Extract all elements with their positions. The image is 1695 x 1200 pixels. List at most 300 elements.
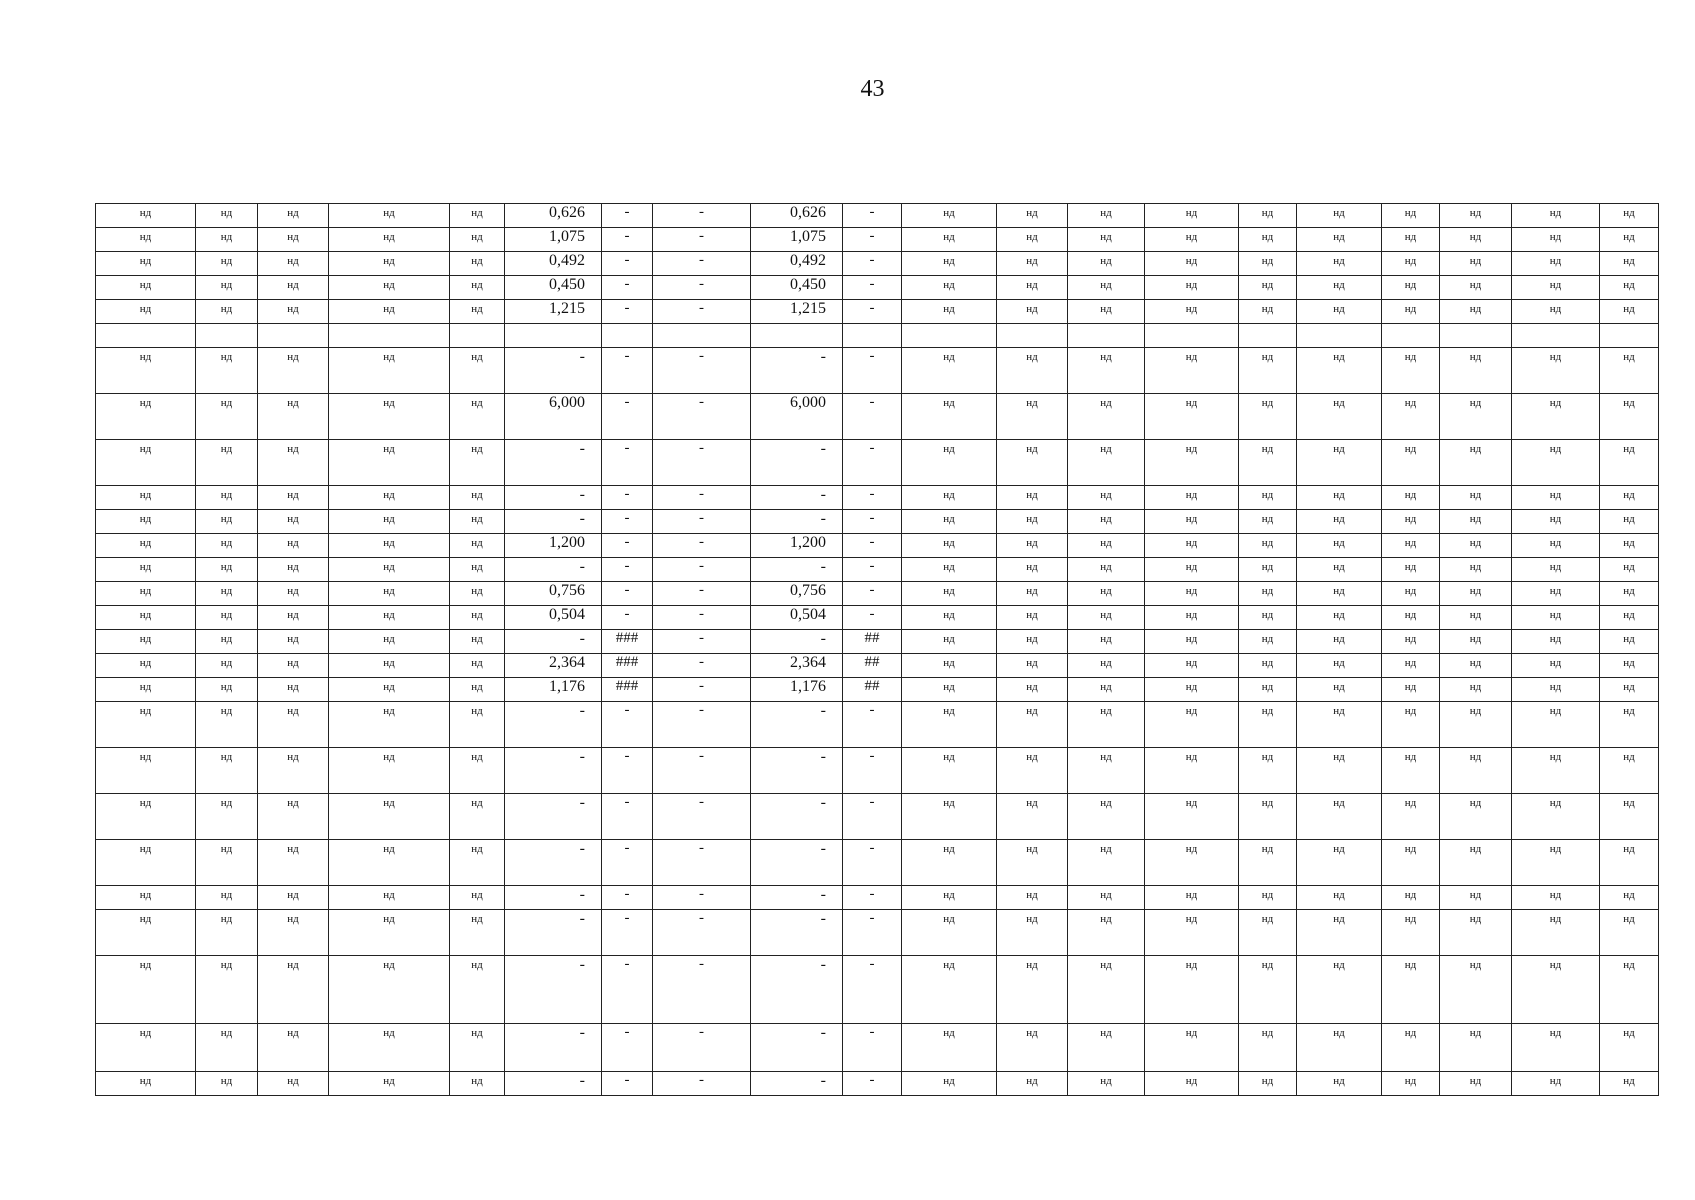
cell-value: нд — [1549, 585, 1562, 597]
table-cell — [1239, 910, 1297, 956]
cell-value: нд — [1026, 489, 1038, 501]
table-cell — [843, 886, 902, 910]
table-cell — [902, 582, 997, 606]
table-row — [96, 558, 1659, 582]
table-cell — [843, 1072, 902, 1096]
table-cell — [1145, 1072, 1239, 1096]
cell-value: нд — [1333, 959, 1345, 971]
cell-value: нд — [943, 959, 955, 971]
cell-value: - — [579, 794, 585, 811]
cell-value: нд — [1469, 751, 1482, 763]
cell-value: нд — [1623, 397, 1635, 409]
cell-value: - — [699, 606, 704, 622]
cell-value: нд — [287, 959, 299, 971]
table-cell — [1145, 486, 1239, 510]
cell-value: нд — [943, 705, 955, 717]
table-cell — [1600, 794, 1659, 840]
table-cell — [1239, 1024, 1297, 1072]
table-cell — [505, 606, 602, 630]
table-cell — [1382, 606, 1440, 630]
cell-value: нд — [139, 913, 152, 925]
table-cell — [843, 956, 902, 1024]
table-cell — [1068, 440, 1145, 486]
cell-value: нд — [1026, 913, 1038, 925]
cell-value: нд — [139, 889, 152, 901]
table-cell — [1239, 534, 1297, 558]
table-cell — [505, 886, 602, 910]
table-cell — [1297, 1024, 1382, 1072]
cell-value: нд — [1026, 513, 1038, 525]
table-cell — [602, 606, 653, 630]
cell-value: нд — [1261, 797, 1274, 809]
table-cell — [1600, 204, 1659, 228]
cell-value: нд — [1185, 1075, 1198, 1087]
table-cell — [602, 678, 653, 702]
cell-value: нд — [1333, 797, 1345, 809]
table-cell — [258, 910, 329, 956]
table-cell — [1239, 582, 1297, 606]
table-cell — [843, 582, 902, 606]
cell-value: - — [869, 886, 875, 902]
table-cell — [1600, 558, 1659, 582]
table-cell — [902, 630, 997, 654]
cell-value: нд — [1185, 843, 1198, 855]
cell-value: нд — [383, 351, 395, 363]
table-cell — [1239, 702, 1297, 748]
table-cell — [997, 204, 1068, 228]
cell-value: нд — [943, 303, 955, 315]
cell-value: нд — [1333, 1027, 1345, 1039]
table-cell — [196, 630, 258, 654]
table-cell — [1145, 630, 1239, 654]
table-cell — [329, 324, 450, 348]
table-cell — [751, 606, 843, 630]
cell-value: нд — [220, 633, 233, 645]
table-cell — [751, 534, 843, 558]
cell-value: нд — [471, 705, 483, 717]
table-cell — [751, 228, 843, 252]
cell-value: нд — [220, 889, 233, 901]
table-cell — [1600, 840, 1659, 886]
table-cell — [1145, 204, 1239, 228]
table-cell — [997, 678, 1068, 702]
cell-value: нд — [1469, 513, 1482, 525]
cell-value: нд — [1185, 913, 1198, 925]
cell-value: нд — [1404, 681, 1417, 693]
table-cell — [329, 558, 450, 582]
cell-value: нд — [139, 255, 152, 267]
cell-value: нд — [1261, 279, 1274, 291]
table-cell — [505, 582, 602, 606]
cell-value: нд — [383, 705, 395, 717]
cell-value: - — [579, 956, 585, 973]
cell-value: нд — [1469, 279, 1482, 291]
table-cell — [902, 1024, 997, 1072]
table-cell — [902, 702, 997, 748]
cell-value: - — [579, 510, 585, 527]
cell-value: - — [820, 440, 826, 457]
table-cell — [653, 702, 751, 748]
cell-value: нд — [1026, 959, 1038, 971]
table-cell — [602, 276, 653, 300]
cell-value: нд — [1469, 843, 1482, 855]
table-cell — [902, 228, 997, 252]
table-row — [96, 748, 1659, 794]
cell-value: нд — [1404, 513, 1417, 525]
cell-value: нд — [383, 681, 395, 693]
data-table — [95, 203, 1659, 1096]
table-cell — [1239, 678, 1297, 702]
table-cell — [505, 324, 602, 348]
cell-value: - — [624, 510, 630, 526]
table-cell — [1145, 558, 1239, 582]
cell-value: нд — [1623, 751, 1635, 763]
table-cell — [602, 630, 653, 654]
table-cell — [1068, 558, 1145, 582]
cell-value: нд — [1404, 705, 1417, 717]
table-cell — [505, 252, 602, 276]
table-cell — [653, 558, 751, 582]
table-cell — [450, 558, 505, 582]
table-row — [96, 1024, 1659, 1072]
cell-value: нд — [1100, 207, 1112, 219]
table-cell — [1239, 840, 1297, 886]
cell-value: нд — [1623, 231, 1635, 243]
cell-value: нд — [943, 585, 955, 597]
cell-value: нд — [1185, 303, 1198, 315]
cell-value: нд — [287, 889, 299, 901]
table-cell — [1068, 228, 1145, 252]
table-cell — [602, 956, 653, 1024]
table-cell — [997, 486, 1068, 510]
cell-value: нд — [1185, 231, 1198, 243]
cell-value: нд — [1549, 843, 1562, 855]
table-cell — [1440, 748, 1512, 794]
cell-value: нд — [1333, 705, 1345, 717]
table-cell — [505, 348, 602, 394]
table-cell — [196, 1072, 258, 1096]
cell-value: нд — [1333, 633, 1345, 645]
table-cell — [1068, 486, 1145, 510]
table-cell — [450, 228, 505, 252]
cell-value: - — [869, 558, 875, 574]
table-cell — [1239, 558, 1297, 582]
table-cell — [1297, 606, 1382, 630]
cell-value: нд — [1469, 585, 1482, 597]
cell-value: нд — [1333, 681, 1345, 693]
table-row — [96, 886, 1659, 910]
cell-value: нд — [383, 255, 395, 267]
cell-value: - — [869, 794, 875, 810]
table-cell — [329, 794, 450, 840]
cell-value: нд — [471, 585, 483, 597]
table-cell — [902, 204, 997, 228]
cell-value: нд — [139, 489, 152, 501]
cell-value: нд — [1100, 397, 1112, 409]
table-row — [96, 794, 1659, 840]
table-cell — [1068, 510, 1145, 534]
table-cell — [843, 606, 902, 630]
cell-value: нд — [1185, 751, 1198, 763]
cell-value: нд — [1185, 705, 1198, 717]
cell-value: - — [699, 702, 704, 718]
table-cell — [329, 840, 450, 886]
cell-value: нд — [1333, 231, 1345, 243]
cell-value: нд — [139, 1075, 152, 1087]
table-cell — [505, 534, 602, 558]
cell-value: - — [820, 886, 826, 903]
table-cell — [1145, 534, 1239, 558]
table-cell — [751, 440, 843, 486]
cell-value: нд — [1623, 443, 1635, 455]
cell-value: нд — [1100, 959, 1112, 971]
cell-value: нд — [1549, 959, 1562, 971]
table-cell — [258, 276, 329, 300]
cell-value: нд — [1469, 443, 1482, 455]
cell-value: - — [869, 486, 875, 502]
table-cell — [602, 558, 653, 582]
cell-value: нд — [1549, 797, 1562, 809]
cell-value: нд — [471, 657, 483, 669]
table-cell — [1440, 582, 1512, 606]
table-cell — [96, 534, 196, 558]
table-cell — [997, 654, 1068, 678]
cell-value: нд — [139, 657, 152, 669]
table-row — [96, 348, 1659, 394]
cell-value: - — [869, 348, 875, 364]
table-cell — [1512, 252, 1600, 276]
cell-value: нд — [1261, 207, 1274, 219]
table-cell — [450, 440, 505, 486]
cell-value: нд — [1623, 279, 1635, 291]
cell-value: - — [869, 510, 875, 526]
table-cell — [1600, 276, 1659, 300]
cell-value: - — [579, 910, 585, 927]
cell-value: нд — [943, 797, 955, 809]
table-cell — [997, 606, 1068, 630]
table-cell — [1382, 558, 1440, 582]
cell-value: нд — [943, 913, 955, 925]
table-cell — [450, 794, 505, 840]
table-cell — [96, 1072, 196, 1096]
table-cell — [96, 582, 196, 606]
cell-value: нд — [1623, 843, 1635, 855]
table-row — [96, 1072, 1659, 1096]
cell-value: нд — [220, 537, 233, 549]
cell-value: нд — [139, 443, 152, 455]
cell-value: нд — [1404, 959, 1417, 971]
table-cell — [1382, 486, 1440, 510]
cell-value: нд — [943, 843, 955, 855]
table-cell — [602, 394, 653, 440]
cell-value: 0,492 — [549, 252, 585, 269]
table-cell — [1145, 956, 1239, 1024]
table-cell — [450, 748, 505, 794]
table-cell — [329, 510, 450, 534]
cell-value: нд — [1549, 207, 1562, 219]
table-cell — [902, 840, 997, 886]
cell-value: - — [579, 1024, 585, 1041]
table-cell — [329, 1072, 450, 1096]
cell-value: нд — [1549, 443, 1562, 455]
cell-value: нд — [1026, 843, 1038, 855]
table-cell — [1382, 440, 1440, 486]
table-cell — [843, 394, 902, 440]
cell-value: нд — [1333, 657, 1345, 669]
table-cell — [602, 840, 653, 886]
cell-value: нд — [1549, 231, 1562, 243]
table-row — [96, 276, 1659, 300]
table-cell — [329, 886, 450, 910]
cell-value: нд — [383, 207, 395, 219]
table-cell — [1068, 794, 1145, 840]
table-cell — [1440, 630, 1512, 654]
table-cell — [751, 840, 843, 886]
cell-value: нд — [1100, 443, 1112, 455]
cell-value: нд — [471, 1075, 483, 1087]
table-cell — [1382, 300, 1440, 324]
table-row — [96, 228, 1659, 252]
cell-value: - — [820, 510, 826, 527]
cell-value: нд — [1333, 489, 1345, 501]
table-cell — [1440, 252, 1512, 276]
cell-value: - — [699, 748, 704, 764]
cell-value: нд — [1404, 231, 1417, 243]
cell-value: нд — [1333, 303, 1345, 315]
cell-value: нд — [139, 705, 152, 717]
table-cell — [1145, 252, 1239, 276]
cell-value: 0,626 — [790, 204, 826, 221]
cell-value: нд — [383, 231, 395, 243]
cell-value: нд — [139, 207, 152, 219]
cell-value: - — [820, 1072, 826, 1089]
table-cell — [96, 276, 196, 300]
table-cell — [1297, 440, 1382, 486]
table-cell — [843, 300, 902, 324]
table-row — [96, 678, 1659, 702]
table-cell — [751, 910, 843, 956]
table-cell — [196, 606, 258, 630]
table-cell — [653, 486, 751, 510]
cell-value: нд — [1185, 657, 1198, 669]
cell-value: нд — [1469, 889, 1482, 901]
cell-value: - — [579, 1072, 585, 1089]
table-cell — [505, 486, 602, 510]
cell-value: нд — [383, 443, 395, 455]
cell-value: нд — [943, 537, 955, 549]
cell-value: нд — [1623, 959, 1635, 971]
table-cell — [1068, 582, 1145, 606]
cell-value: нд — [471, 279, 483, 291]
table-cell — [997, 324, 1068, 348]
table-cell — [997, 534, 1068, 558]
cell-value: - — [820, 630, 826, 647]
table-cell — [1600, 886, 1659, 910]
cell-value: - — [869, 394, 875, 410]
cell-value: нд — [139, 397, 152, 409]
page-number: 43 — [860, 76, 885, 102]
cell-value: - — [624, 394, 630, 410]
table-cell — [1297, 228, 1382, 252]
table-cell — [751, 654, 843, 678]
table-cell — [329, 252, 450, 276]
cell-value: нд — [1333, 585, 1345, 597]
cell-value: нд — [943, 889, 955, 901]
table-cell — [653, 534, 751, 558]
table-cell — [997, 582, 1068, 606]
cell-value: нд — [1549, 657, 1562, 669]
table-cell — [1512, 748, 1600, 794]
table-cell — [1382, 702, 1440, 748]
cell-value: нд — [139, 609, 152, 621]
cell-value: 0,492 — [790, 252, 826, 269]
cell-value: нд — [471, 397, 483, 409]
cell-value: - — [624, 606, 630, 622]
table-cell — [1145, 276, 1239, 300]
cell-value: нд — [1333, 913, 1345, 925]
table-cell — [1440, 702, 1512, 748]
table-cell — [196, 886, 258, 910]
cell-value: нд — [1100, 1075, 1112, 1087]
table-cell — [997, 510, 1068, 534]
cell-value: нд — [1404, 561, 1417, 573]
table-cell — [505, 630, 602, 654]
cell-value: нд — [287, 633, 299, 645]
cell-value: нд — [1469, 609, 1482, 621]
cell-value: нд — [1026, 255, 1038, 267]
table-cell — [1600, 606, 1659, 630]
cell-value: - — [579, 486, 585, 503]
table-cell — [1239, 606, 1297, 630]
table-cell — [258, 228, 329, 252]
table-cell — [1068, 534, 1145, 558]
table-cell — [96, 204, 196, 228]
cell-value: нд — [287, 255, 299, 267]
cell-value: 1,200 — [549, 534, 585, 551]
cell-value: 0,450 — [549, 276, 585, 293]
cell-value: нд — [287, 207, 299, 219]
cell-value: нд — [220, 397, 233, 409]
table-cell — [258, 956, 329, 1024]
table-row — [96, 252, 1659, 276]
table-cell — [96, 300, 196, 324]
cell-value: нд — [139, 279, 152, 291]
cell-value: нд — [1469, 1027, 1482, 1039]
cell-value: нд — [1261, 633, 1274, 645]
table-cell — [1382, 956, 1440, 1024]
table-cell — [1512, 606, 1600, 630]
table-cell — [1239, 228, 1297, 252]
table-cell — [1068, 956, 1145, 1024]
cell-value: 6,000 — [790, 394, 826, 411]
cell-value: нд — [1026, 585, 1038, 597]
cell-value: нд — [1026, 443, 1038, 455]
table-cell — [653, 276, 751, 300]
table-cell — [96, 840, 196, 886]
cell-value: - — [579, 840, 585, 857]
table-cell — [1440, 486, 1512, 510]
cell-value: нд — [471, 231, 483, 243]
cell-value: нд — [1404, 889, 1417, 901]
cell-value: нд — [1333, 751, 1345, 763]
table-cell — [1382, 678, 1440, 702]
cell-value: нд — [220, 913, 233, 925]
cell-value: нд — [383, 797, 395, 809]
table-cell — [1239, 276, 1297, 300]
table-cell — [902, 956, 997, 1024]
cell-value: нд — [287, 751, 299, 763]
cell-value: - — [624, 228, 630, 244]
